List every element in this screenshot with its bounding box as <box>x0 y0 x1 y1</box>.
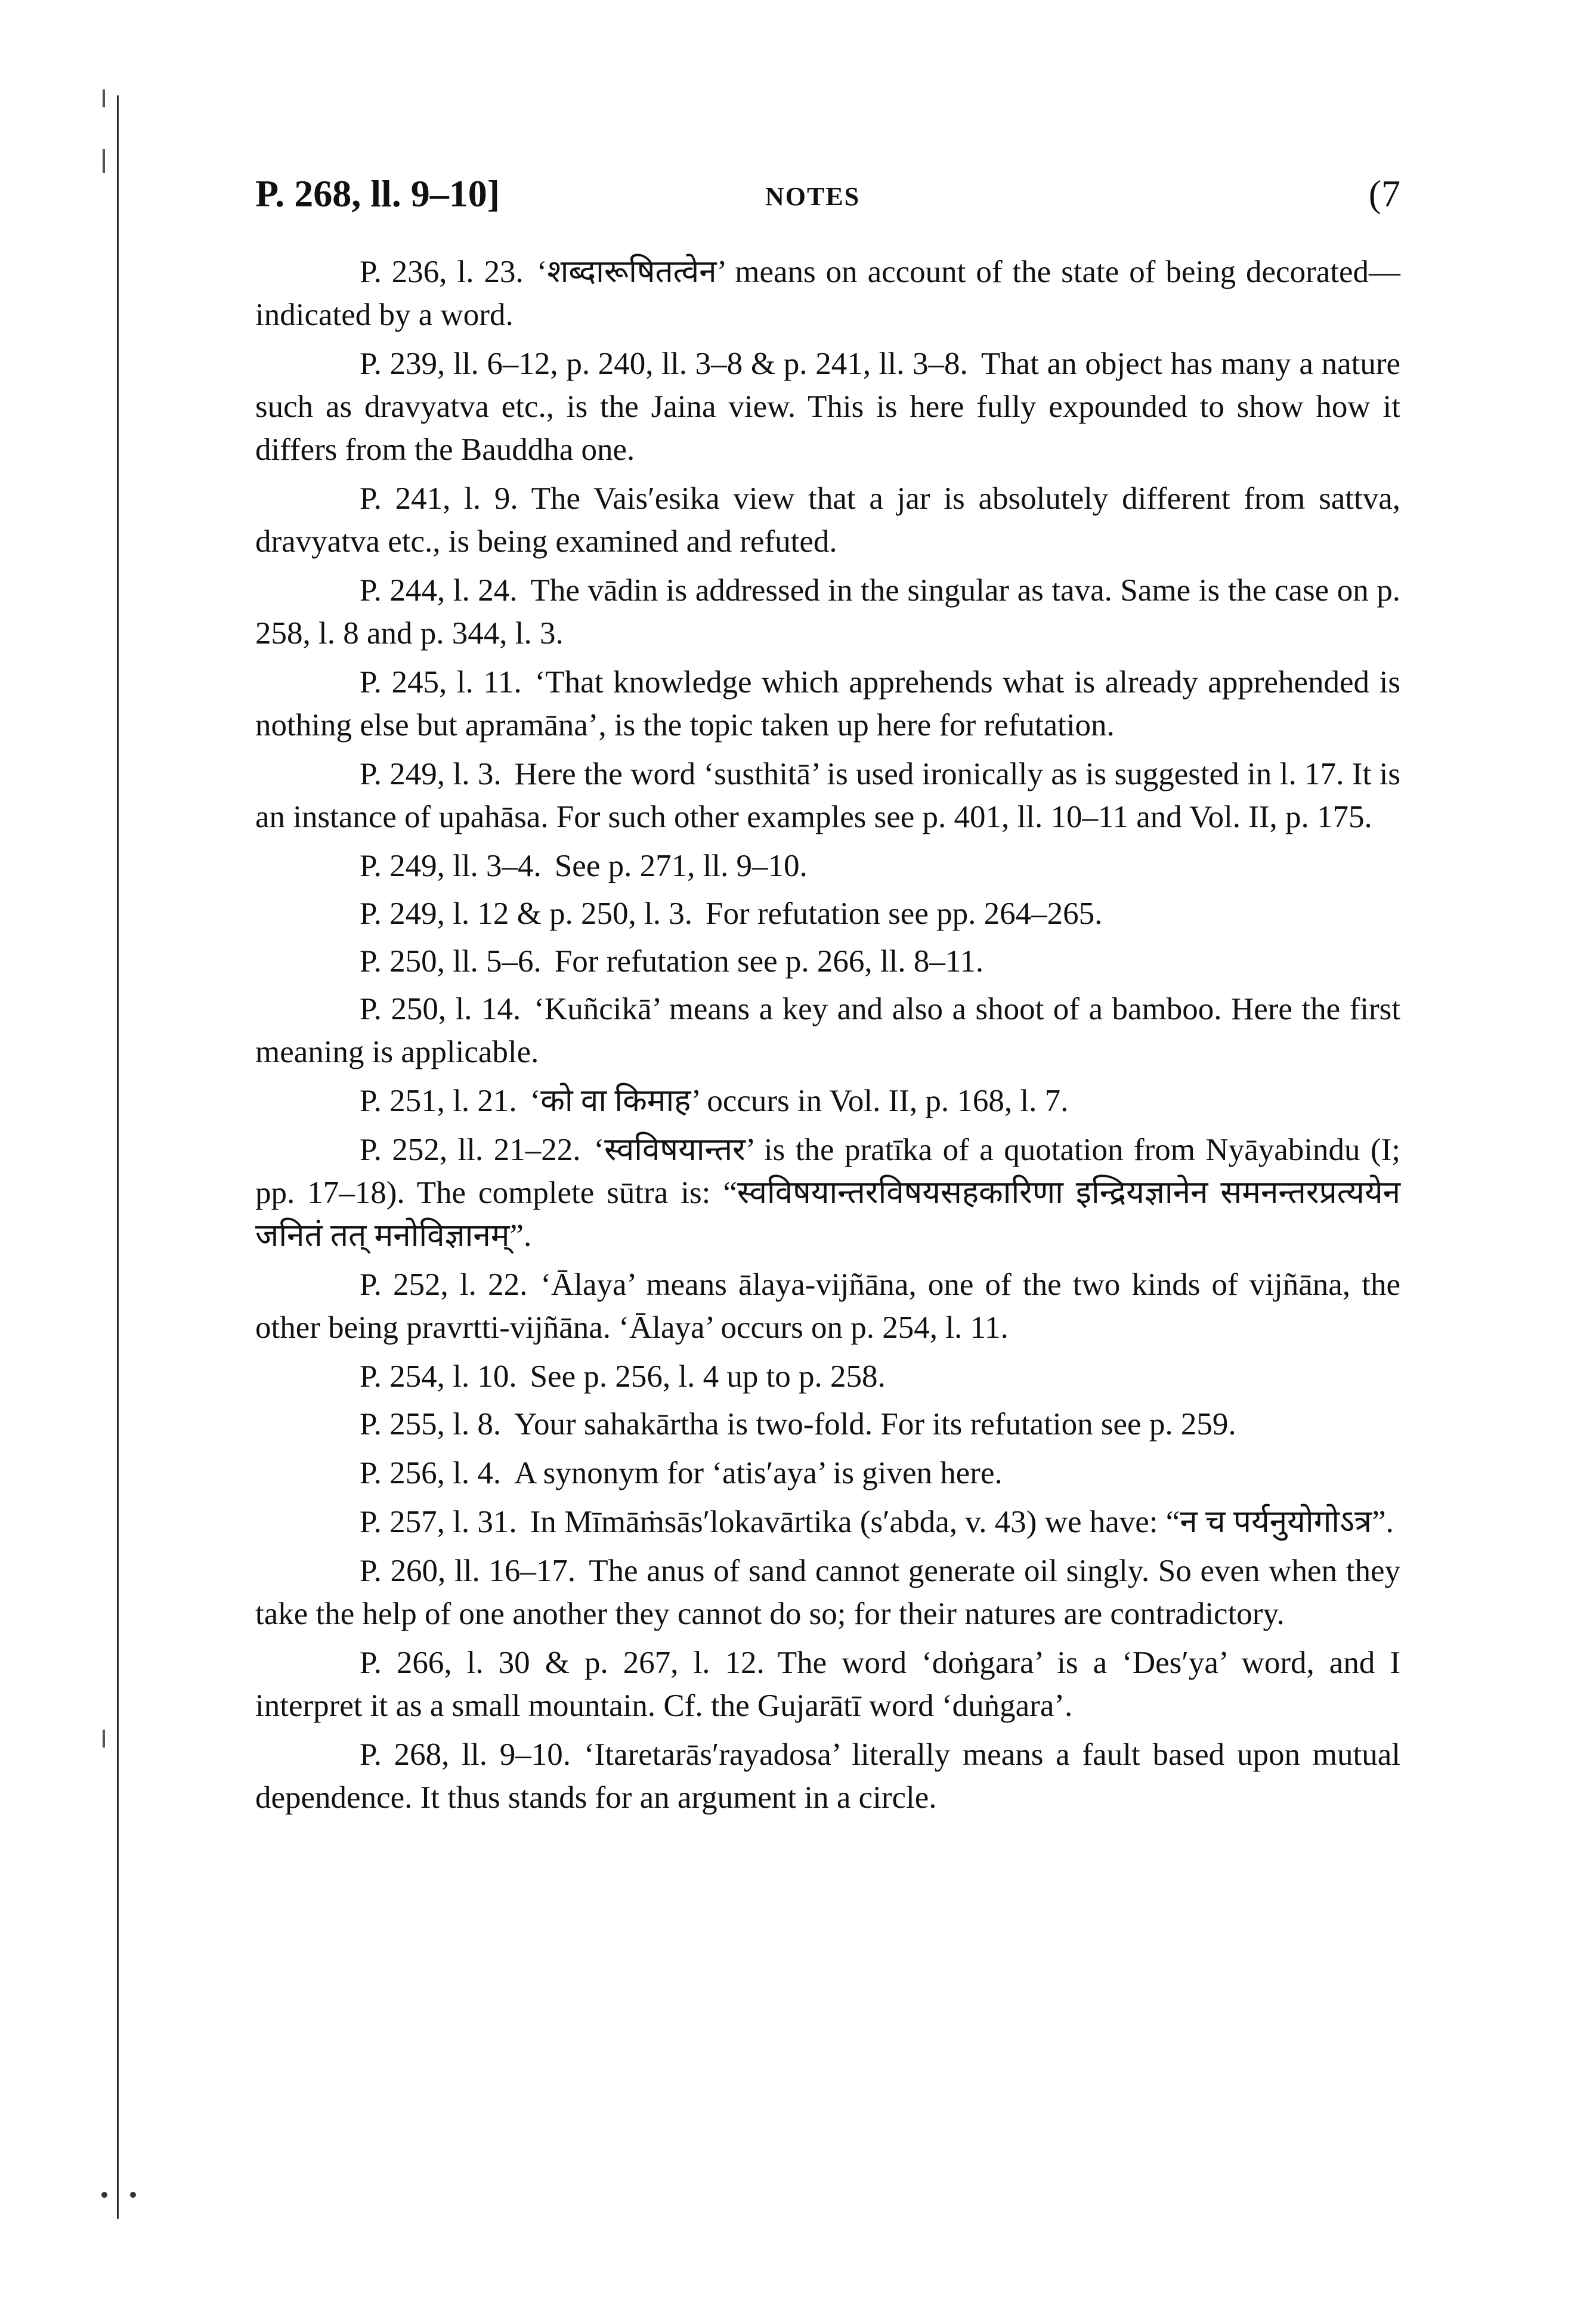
note-item <box>255 1501 1400 1544</box>
page-number: (7 <box>1368 172 1400 215</box>
note-reference: P. 266, l. 30 & p. 267, l. 12. <box>360 1646 765 1680</box>
note-item <box>255 1733 1400 1819</box>
note-item <box>255 753 1400 839</box>
note-text: That an object has many a nature such as dravyatva etc., is the Jaina view. This is here fully expounded to show how it differs from the Bauddha one. <box>255 347 1400 467</box>
note-text: The word ‘doṅgara’ is a ‘Des′ya’ word, and I interpret it as a small mountain. Cf. the Gujarātī word ‘duṅgara’. <box>255 1646 1401 1723</box>
note-text: Your sahakārtha is two-fold. For its refutation see p. 259. <box>514 1407 1236 1442</box>
note-reference: P. 252, ll. 21–22. <box>360 1133 581 1167</box>
note-item <box>255 1452 1400 1495</box>
note-text: See p. 256, l. 4 up to p. 258. <box>530 1359 886 1394</box>
note-text: The Vais′esika view that a jar is absolutely different from sattva, dravyatva etc., is being examined and refuted. <box>255 481 1400 559</box>
note-reference: P. 249, ll. 3–4. <box>360 849 542 883</box>
notes-list <box>255 250 1400 1825</box>
note-reference: P. 257, l. 31. <box>360 1505 517 1539</box>
note-item <box>255 845 1400 887</box>
note-reference: P. 260, ll. 16–17. <box>360 1554 576 1588</box>
note-item <box>255 1355 1400 1398</box>
note-item <box>255 569 1400 655</box>
note-reference: P. 239, ll. 6–12, p. 240, ll. 3–8 & p. 241, ll. 3–8. <box>360 347 968 381</box>
note-reference: P. 249, l. 12 & p. 250, l. 3. <box>360 896 693 931</box>
note-text: ‘शब्दारूषितत्वेन’ means on account of the state of being decorated—indicated by a word. <box>255 255 1400 332</box>
note-text: ‘स्वविषयान्तर’ is the pratīka of a quotation from Nyāyabindu (I; pp. 17–18). The complete sūtra is: “स्वविषयान्तरविषयसहकारिणा इन्द्रियज्ञानेन समनन्तरप्रत्ययेन जनितं तत् मनोविज्ञानम्”. <box>255 1133 1400 1253</box>
note-reference: P. 254, l. 10. <box>360 1359 517 1394</box>
note-item <box>255 1403 1400 1446</box>
note-item <box>255 1641 1400 1727</box>
note-text: ‘Itaretarās′rayadosa’ literally means a fault based upon mutual dependence. It thus stands for an argument in a circle. <box>255 1737 1400 1815</box>
page-header <box>255 172 1400 225</box>
note-text: For refutation see p. 266, ll. 8–11. <box>554 944 984 979</box>
note-text: For refutation see pp. 264–265. <box>706 896 1103 931</box>
note-text: ‘Ālaya’ means ālaya-vijñāna, one of the two kinds of vijñāna, the other being pravrtti-vijñāna. ‘Ālaya’ occurs on p. 254, l. 11. <box>255 1267 1400 1345</box>
running-head-title: NOTES <box>765 182 861 211</box>
note-reference: P. 249, l. 3. <box>360 757 502 791</box>
note-reference: P. 245, l. 11. <box>360 665 522 700</box>
note-item <box>255 342 1400 471</box>
note-item <box>255 1550 1400 1635</box>
margin-mark <box>103 1730 105 1748</box>
note-item <box>255 892 1400 935</box>
note-item <box>255 940 1400 983</box>
margin-dot <box>130 2192 136 2198</box>
note-reference: P. 255, l. 8. <box>360 1407 502 1442</box>
note-reference: P. 256, l. 4. <box>360 1456 502 1490</box>
note-item <box>255 250 1400 336</box>
note-reference: P. 241, l. 9. <box>360 481 518 516</box>
note-reference: P. 244, l. 24. <box>360 573 518 608</box>
note-text: Here the word ‘susthitā’ is used ironically as is suggested in l. 17. It is an instance of upahāsa. For such other examples see p. 401, ll. 10–11 and Vol. II, p. 175. <box>255 757 1400 834</box>
note-reference: P. 250, l. 14. <box>360 992 521 1026</box>
note-text: The anus of sand cannot generate oil singly. So even when they take the help of one another they cannot do so; for their natures are contradictory. <box>255 1554 1400 1631</box>
note-reference: P. 252, l. 22. <box>360 1267 528 1302</box>
note-item <box>255 1263 1400 1349</box>
note-item <box>255 1128 1400 1257</box>
note-text: A synonym for ‘atis′aya’ is given here. <box>514 1456 1003 1490</box>
note-reference: P. 236, l. 23. <box>360 255 524 289</box>
margin-mark <box>103 149 105 173</box>
note-text: In Mīmāṁsās′lokavārtika (s′abda, v. 43) we have: “न च पर्यनुयोगोऽत्र”. <box>530 1505 1394 1539</box>
note-text: ‘That knowledge which apprehends what is already apprehended is nothing else but apramāna’, is the topic taken up here for refutation. <box>255 665 1400 743</box>
margin-dot <box>101 2192 107 2198</box>
running-head-reference: P. 268, ll. 9–10] <box>255 172 500 215</box>
note-text: See p. 271, ll. 9–10. <box>554 849 808 883</box>
note-reference: P. 268, ll. 9–10. <box>360 1737 571 1772</box>
note-item <box>255 661 1400 747</box>
note-reference: P. 251, l. 21. <box>360 1084 517 1118</box>
note-item <box>255 988 1400 1074</box>
note-text: The vādin is addressed in the singular as tava. Same is the case on p. 258, l. 8 and p. 344, l. 3. <box>255 573 1401 651</box>
note-text: ‘को वा किमाह’ occurs in Vol. II, p. 168, l. 7. <box>530 1084 1069 1118</box>
note-item <box>255 1080 1400 1122</box>
note-reference: P. 250, ll. 5–6. <box>360 944 542 979</box>
note-item <box>255 477 1400 563</box>
page-binding-edge <box>117 95 119 2219</box>
margin-mark <box>103 89 105 107</box>
note-text: ‘Kuñcikā’ means a key and also a shoot of a bamboo. Here the first meaning is applicable. <box>255 992 1401 1069</box>
